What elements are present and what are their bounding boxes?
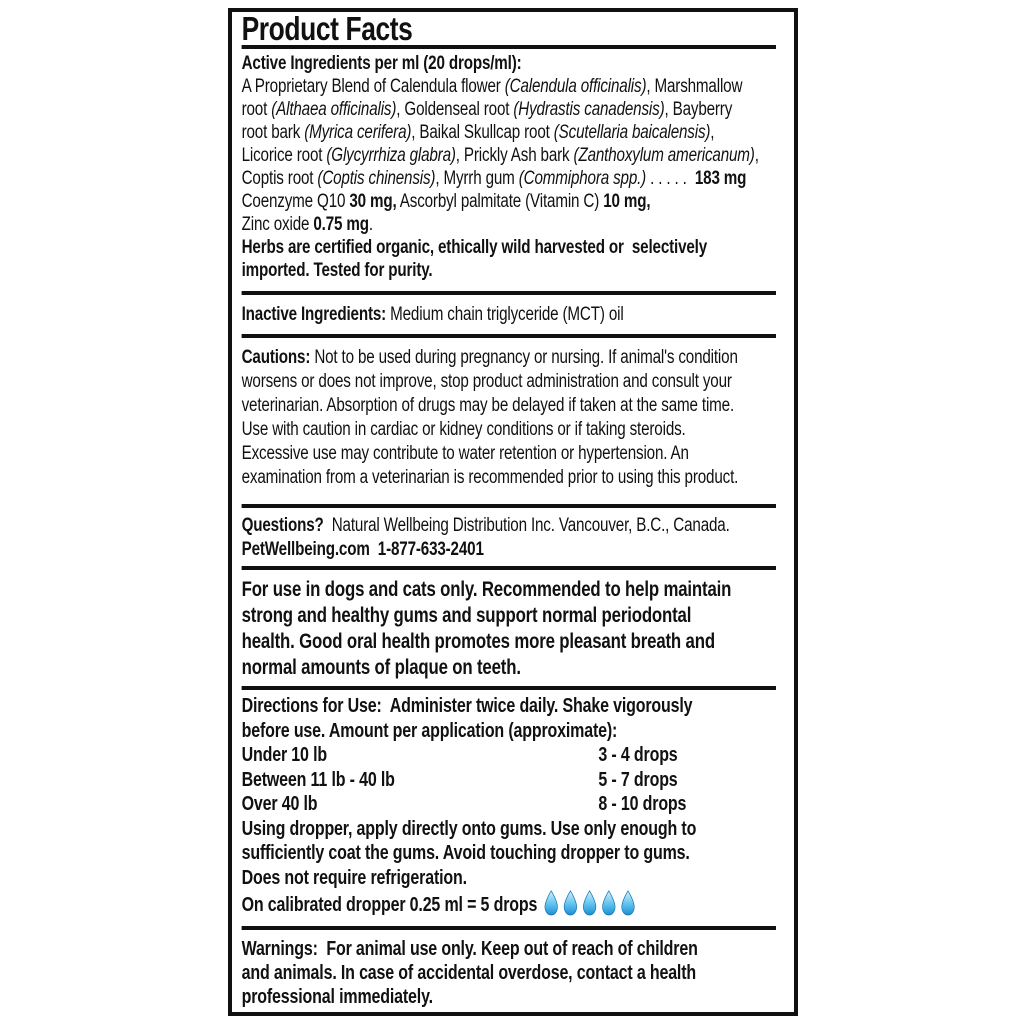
text-line: Directions for Use: Administer twice daily. Shake vigorously <box>241 695 693 717</box>
text-line: Using dropper, apply directly onto gums. Use only enough to <box>241 817 697 840</box>
dosage-row <box>242 743 784 768</box>
dosage-row <box>242 792 784 817</box>
section-inactive-ingredients <box>242 303 784 326</box>
section-divider <box>242 566 776 570</box>
dropper-text: On calibrated dropper 0.25 ml = 5 drops <box>241 894 542 916</box>
dosage-drops: 5 - 7 drops <box>598 768 678 791</box>
text-line: Coenzyme Q10 30 mg, Ascorbyl palmitate (Vitamin C) 10 mg, <box>241 191 651 212</box>
dosage-row <box>242 768 784 793</box>
dosage-drops: 8 - 10 drops <box>598 793 687 815</box>
text-line: professional immediately. <box>241 985 433 1008</box>
text-line: Inactive Ingredients: Medium chain triglyceride (MCT) oil <box>241 304 624 325</box>
page-title: Product Facts <box>241 10 413 47</box>
directions-notes <box>242 817 784 891</box>
dosage-drops: 3 - 4 drops <box>598 744 678 766</box>
section-cautions <box>242 346 784 490</box>
section-directions <box>242 694 784 918</box>
section-warnings <box>242 937 784 1009</box>
text-line: Herbs are certified organic, ethically wild harvested or selectively <box>241 237 708 258</box>
text-line: For use in dogs and cats only. Recommended to help maintain <box>241 578 732 601</box>
section-questions <box>242 514 784 562</box>
text-line: veterinarian. Absorption of drugs may be delayed if taken at the same time. <box>241 395 735 416</box>
text-line: examination from a veterinarian is recommended prior to using this product. <box>241 467 739 488</box>
water-drop-icon <box>581 890 599 916</box>
product-facts-label <box>228 8 798 1016</box>
text-line: Use with caution in cardiac or kidney conditions or if taking steroids. <box>241 419 686 440</box>
text-line: root (Althaea officinalis), Goldenseal root (Hydrastis canadensis), Bayberry <box>241 99 733 120</box>
water-drops <box>542 894 638 916</box>
text-line: normal amounts of plaque on teeth. <box>241 656 521 679</box>
water-drop-icon <box>619 890 637 916</box>
text-line: Coptis root (Coptis chinensis), Myrrh gum (Commiphora spp.) . . . . . 183 mg <box>241 168 747 189</box>
text-line: Warnings: For animal use only. Keep out of reach of children <box>241 937 698 960</box>
text-line: worsens or does not improve, stop product administration and consult your <box>241 371 732 392</box>
section-divider <box>242 504 776 508</box>
dosage-weight: Between 11 lb - 40 lb <box>241 768 395 791</box>
active-ingredients-heading: Active Ingredients per ml (20 drops/ml): <box>241 53 522 74</box>
text-line: Does not require refrigeration. <box>241 866 467 889</box>
section-divider <box>242 291 776 295</box>
label-content <box>232 12 794 1009</box>
text-line: root bark (Myrica cerifera), Baikal Skullcap root (Scutellaria baicalensis), <box>241 122 715 143</box>
dosage-weight: Over 40 lb <box>241 793 318 815</box>
water-drop-icon <box>600 890 618 916</box>
text-line: imported. Tested for purity. <box>241 260 433 281</box>
text-line: and animals. In case of accidental overdose, contact a health <box>241 961 696 984</box>
text-line: Cautions: Not to be used during pregnancy or nursing. If animal's condition <box>241 347 738 368</box>
section-divider <box>242 686 776 690</box>
dosage-table <box>242 743 784 817</box>
active-ingredients-body <box>242 75 784 282</box>
water-drop-icon <box>542 890 560 916</box>
text-line: strong and healthy gums and support normal periodontal <box>241 604 692 627</box>
text-line: sufficiently coat the gums. Avoid touching dropper to gums. <box>241 842 690 864</box>
section-active-ingredients <box>242 52 784 282</box>
text-line: health. Good oral health promotes more pleasant breath and <box>241 630 715 653</box>
text-line: Excessive use may contribute to water retention or hypertension. An <box>241 443 689 464</box>
text-line: Licorice root (Glycyrrhiza glabra), Prickly Ash bark (Zanthoxylum americanum), <box>241 145 759 166</box>
text-line: PetWellbeing.com 1-877-633-2401 <box>241 539 484 560</box>
dosage-weight: Under 10 lb <box>241 744 327 766</box>
section-usage-statement <box>242 577 784 681</box>
water-drop-icon <box>562 890 580 916</box>
text-line: A Proprietary Blend of Calendula flower (Calendula officinalis), Marshmallow <box>241 76 743 97</box>
text-line: Questions? Natural Wellbeing Distribution Inc. Vancouver, B.C., Canada. <box>241 515 730 536</box>
section-divider <box>242 334 776 338</box>
directions-intro <box>242 694 784 743</box>
dropper-line <box>242 890 784 918</box>
section-divider <box>242 926 776 930</box>
text-line: Zinc oxide 0.75 mg. <box>241 214 373 235</box>
text-line: before use. Amount per application (approximate): <box>241 719 618 742</box>
